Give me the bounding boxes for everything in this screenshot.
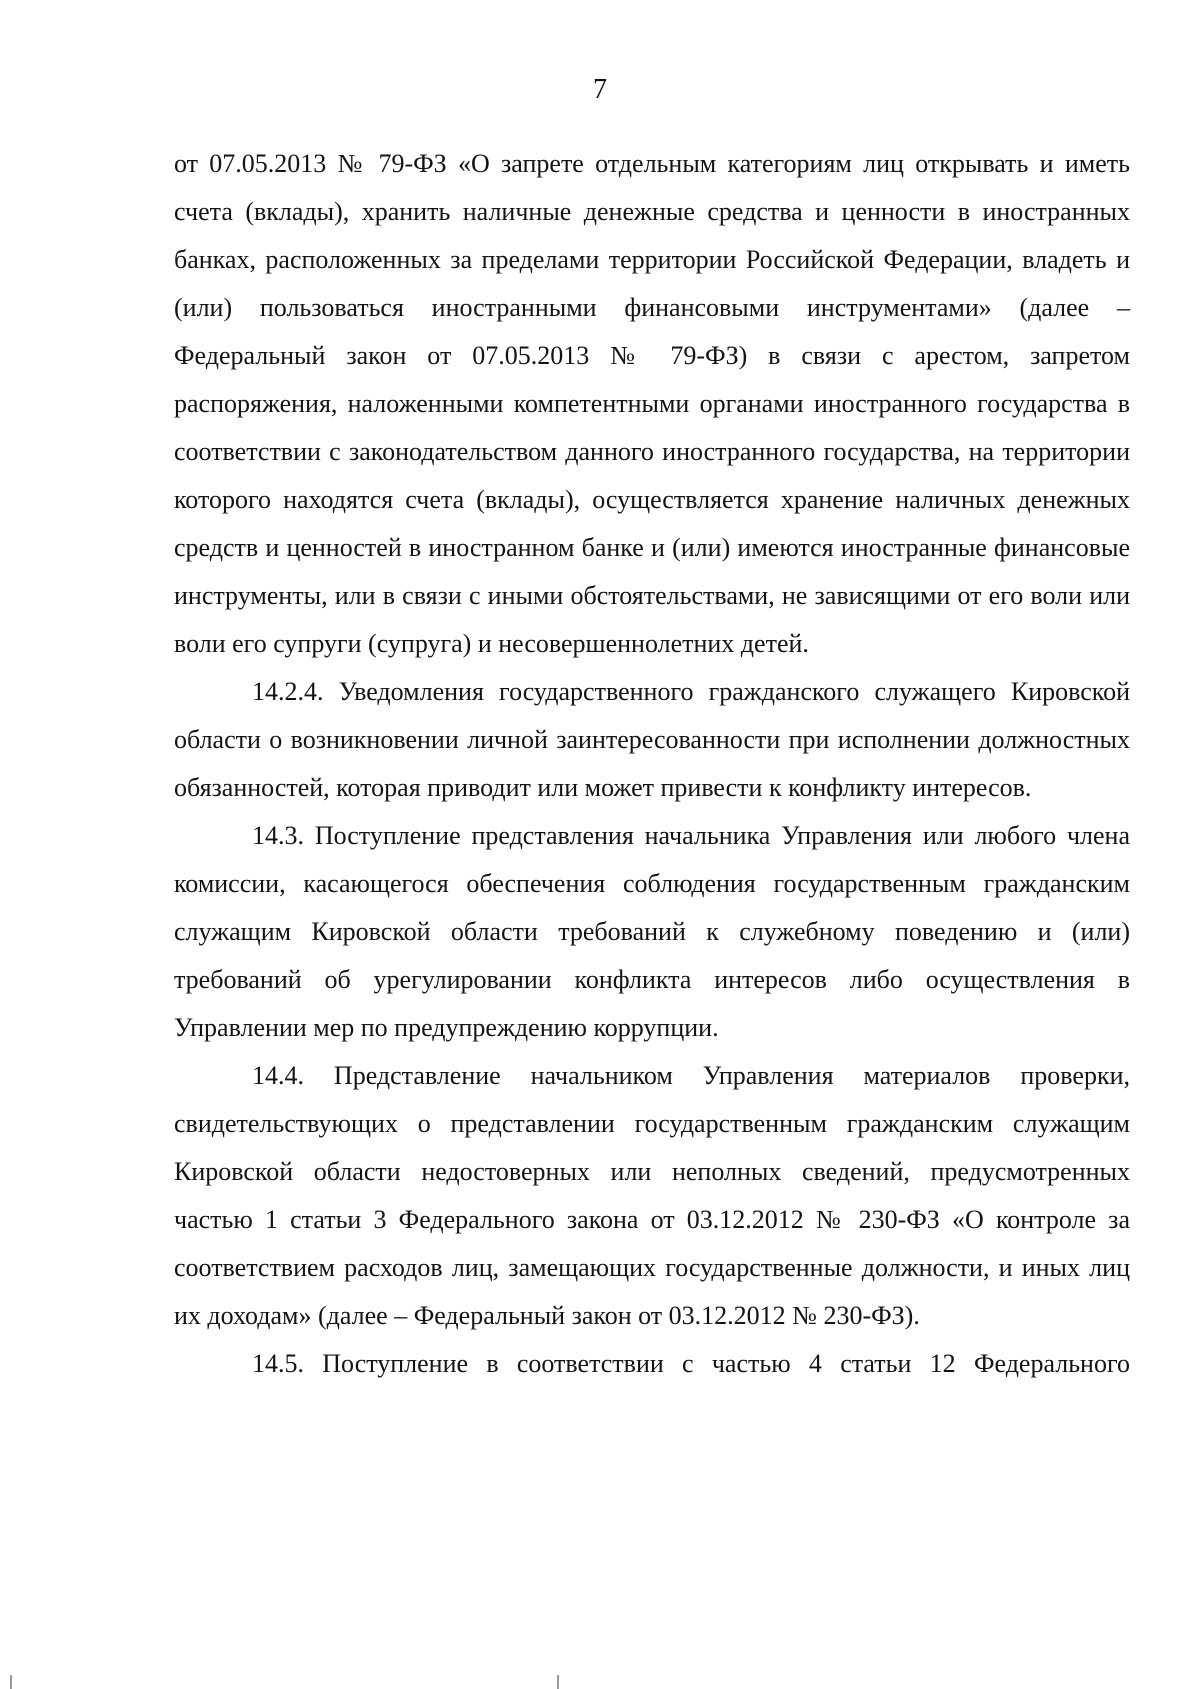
paragraph-14-4: 14.4. Представление начальником Управления материалов проверки, свидетельствующих о представлении государственным гражданским служащим Кировской области недостоверных или неполных сведений, предусмотренных частью 1 статьи 3 Федерального закона от 03.12.2012 № 230-ФЗ «О контроле за соответствием расходов лиц, замещающих государственные должности, и иных лиц их доходам» (далее – Федеральный закон от 03.12.2012 № 230-ФЗ). bbox=[174, 1061, 1130, 1330]
paragraph-14-5: 14.5. Поступление в соответствии с частью 4 статьи 12 Федерального bbox=[252, 1349, 1130, 1378]
paragraph-continuation: от 07.05.2013 № 79-ФЗ «О запрете отдельным категориям лиц открывать и иметь счета (вклады), хранить наличные денежные средства и ценности в иностранных банках, расположенных за пределами территории Российской Федерации, владеть и (или) пользоваться иностранными финансовыми инструментами» (далее – Федеральный закон от 07.05.2013 № 79-ФЗ) в связи с арестом, запретом распоряжения, наложенными компетентными органами иностранного государства в соответствии с законодательством данного иностранного государства, на территории которого находятся счета (вклады), осуществляется хранение наличных денежных средств и ценностей в иностранном банке и (или) имеются иностранные финансовые инструменты, или в связи с иными обстоятельствами, не зависящими от его воли или воли его супруги (супруга) и несовершеннолетних детей. bbox=[174, 149, 1130, 658]
document-body bbox=[174, 140, 1130, 1388]
page-number: 7 bbox=[593, 74, 607, 105]
paragraph-14-2-4: 14.2.4. Уведомления государственного гражданского служащего Кировской области о возникновении личной заинтересованности при исполнении должностных обязанностей, которая приводит или может привести к конфликту интересов. bbox=[174, 677, 1130, 802]
scan-edge-mark-center bbox=[557, 1675, 559, 1689]
paragraph-14-3: 14.3. Поступление представления начальника Управления или любого члена комиссии, касающегося обеспечения соблюдения государственным гражданским служащим Кировской области требований к служебному поведению и (или) требований об урегулировании конфликта интересов либо осуществления в Управлении мер по предупреждению коррупции. bbox=[174, 821, 1130, 1042]
scan-edge-mark-left bbox=[10, 1675, 12, 1689]
